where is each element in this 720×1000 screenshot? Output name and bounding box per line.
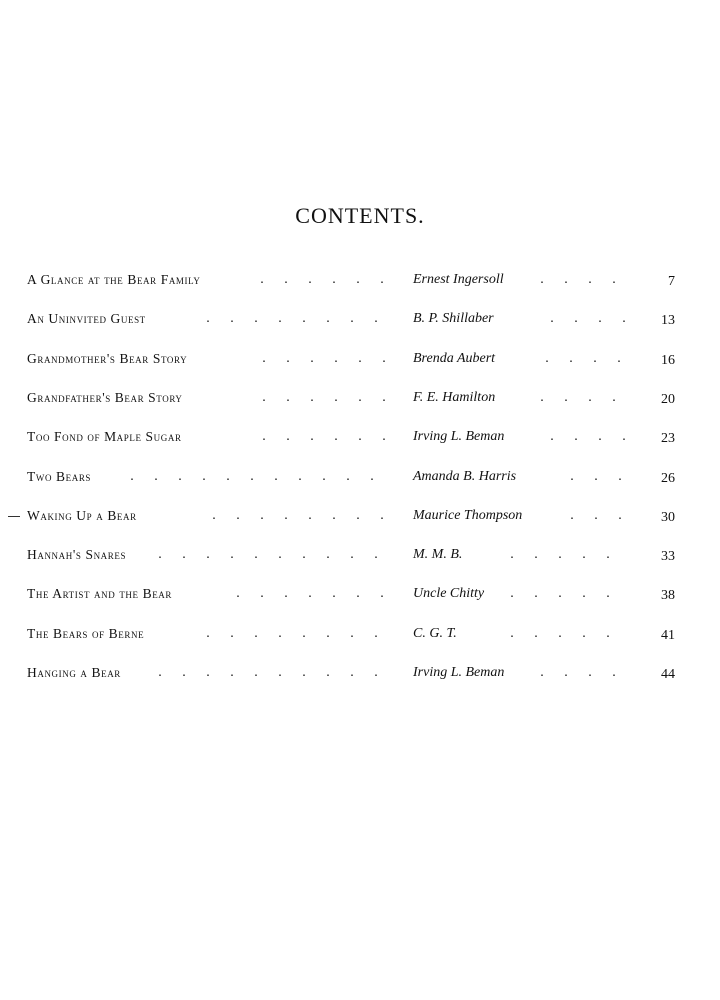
- leader-dots: . . . . . .: [262, 429, 386, 444]
- leader-dots: . . . . . . . . . .: [158, 665, 378, 680]
- toc-entry: [0, 626, 720, 652]
- entry-title: Grandmother's Bear Story: [27, 351, 188, 366]
- entry-title: A Glance at the Bear Family: [27, 272, 201, 287]
- leader-dots: . . . .: [545, 351, 621, 366]
- leader-dots: . . . . . . . .: [212, 508, 384, 523]
- page-number: 26: [661, 471, 675, 486]
- entry-author: Ernest Ingersoll: [413, 272, 504, 287]
- leader-dots: . . . . .: [510, 626, 610, 641]
- leader-dots: . . . . . . . . . . .: [130, 469, 374, 484]
- leader-dots: . . . . . .: [260, 272, 384, 287]
- leader-dots: . . . . . .: [262, 390, 386, 405]
- toc-entry: [0, 351, 720, 377]
- leader-dots: . . .: [570, 508, 622, 523]
- entry-title: Two Bears: [27, 469, 92, 484]
- entry-title: Hanging a Bear: [27, 665, 121, 680]
- leader-dots: . . . . . . . . . .: [158, 547, 378, 562]
- leader-dots: . . . . .: [510, 586, 610, 601]
- page-title: CONTENTS.: [295, 203, 425, 228]
- leader-dots: . . .: [570, 469, 622, 484]
- page-number: 38: [661, 588, 675, 603]
- page-number: 41: [661, 628, 675, 643]
- entry-author: Brenda Aubert: [413, 351, 496, 366]
- leader-dots: . . . .: [540, 272, 616, 287]
- entry-title: The Artist and the Bear: [27, 586, 173, 601]
- entry-author: Amanda B. Harris: [413, 469, 517, 484]
- page-number: 30: [661, 510, 675, 525]
- leader-dots: . . . . . .: [262, 351, 386, 366]
- entry-author: C. G. T.: [413, 626, 457, 641]
- leader-dots: . . . . . . . .: [206, 626, 378, 641]
- page-number: 23: [661, 431, 675, 446]
- toc-entry: [0, 469, 720, 495]
- page-number: 33: [661, 549, 675, 564]
- toc-entry: [0, 311, 720, 337]
- toc-entry: [0, 508, 720, 534]
- leader-dots: . . . . . . . .: [206, 311, 378, 326]
- leader-dots: . . . .: [540, 390, 616, 405]
- page-number: 13: [661, 313, 675, 328]
- leader-dots: . . . .: [550, 311, 626, 326]
- entry-author: Irving L. Beman: [413, 665, 505, 680]
- leader-dots: . . . .: [540, 665, 616, 680]
- page-number: 44: [661, 667, 675, 682]
- entry-title: Too Fond of Maple Sugar: [27, 429, 182, 444]
- toc-entry: [0, 665, 720, 691]
- leader-dots: . . . . . . .: [236, 586, 384, 601]
- entry-author: F. E. Hamilton: [413, 390, 496, 405]
- entry-author: Maurice Thompson: [413, 508, 523, 523]
- entry-author: M. M. B.: [413, 547, 463, 562]
- toc-entry: [0, 547, 720, 573]
- margin-mark: [8, 516, 20, 517]
- toc-entry: [0, 429, 720, 455]
- entry-title: The Bears of Berne: [27, 626, 145, 641]
- page-number: 7: [668, 274, 675, 289]
- entry-title: An Uninvited Guest: [27, 311, 146, 326]
- entry-title: Hannah's Snares: [27, 547, 127, 562]
- toc-entry: [0, 586, 720, 612]
- leader-dots: . . . . .: [510, 547, 610, 562]
- leader-dots: . . . .: [550, 429, 626, 444]
- entry-title: Grandfather's Bear Story: [27, 390, 183, 405]
- entry-author: Uncle Chitty: [413, 586, 485, 601]
- entry-title: Waking Up a Bear: [27, 508, 137, 523]
- entry-author: Irving L. Beman: [413, 429, 505, 444]
- toc-entry: [0, 272, 720, 298]
- entry-author: B. P. Shillaber: [413, 311, 494, 326]
- toc-entry: [0, 390, 720, 416]
- page-number: 16: [661, 353, 675, 368]
- page-number: 20: [661, 392, 675, 407]
